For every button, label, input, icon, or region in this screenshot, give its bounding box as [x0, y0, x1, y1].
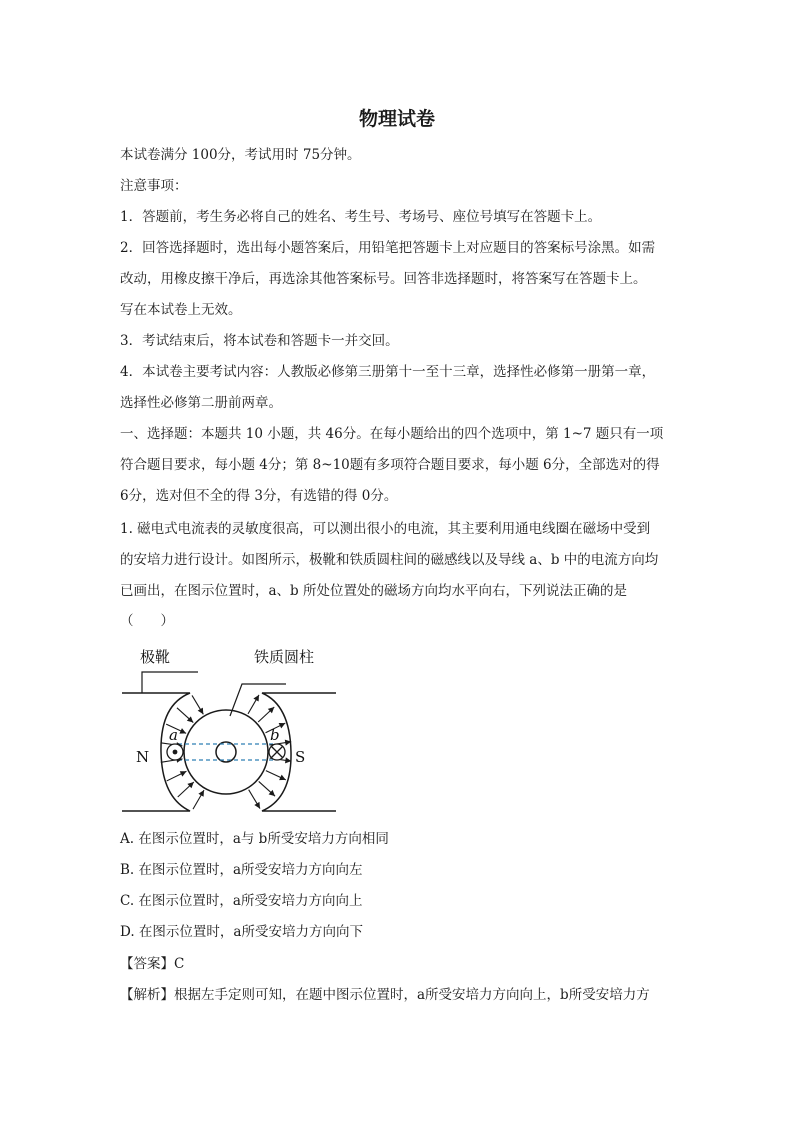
magnetic-field-diagram	[118, 640, 340, 816]
south-pole-label: S	[295, 748, 306, 766]
option-c: C. 在图示位置时，a所受安培力方向向上	[120, 893, 363, 909]
current-out-dot	[173, 750, 178, 755]
label-pole-shoe: 极靴	[140, 648, 171, 666]
pole-shoe-leader	[142, 672, 198, 693]
wire-b-label: b	[270, 726, 280, 744]
intro-text: 本试卷满分 100分，考试用时 75分钟。	[120, 147, 361, 163]
label-iron-cylinder: 铁质圆柱	[254, 648, 315, 666]
option-b: B. 在图示位置时，a所受安培力方向向左	[120, 862, 363, 878]
note-line: 写在本试卷上无效。	[120, 302, 242, 318]
page-title: 物理试卷	[358, 108, 435, 130]
galvanometer-figure	[118, 640, 340, 816]
note-line: 改动，用橡皮擦干净后，再选涂其他答案标号。回答非选择题时，将答案写在答题卡上。	[120, 271, 647, 287]
question-stem: 1. 磁电式电流表的灵敏度很高，可以测出很小的电流，其主要利用通电线圈在磁场中受到	[120, 521, 651, 537]
note-line: 3．考试结束后，将本试卷和答题卡一并交回。	[120, 333, 399, 349]
north-pole-label: N	[136, 748, 150, 766]
answer-blank: （ ）	[120, 613, 174, 629]
option-d: D. 在图示位置时，a所受安培力方向向下	[120, 924, 363, 940]
question-stem: 已画出，在图示位置时，a、b 所处位置处的磁场方向均水平向右，下列说法正确的是	[120, 583, 627, 599]
note-line: 1．答题前，考生务必将自己的姓名、考生号、考场号、座位号填写在答题卡上。	[120, 209, 602, 225]
section-heading: 一、选择题：本题共 10 小题，共 46分。在每小题给出的四个选项中，第 1~7 题只有一项	[120, 426, 664, 442]
wire-a-label: a	[169, 726, 178, 744]
iron-cylinder	[184, 710, 268, 794]
section-line: 6分，选对但不全的得 3分，有选错的得 0分。	[120, 488, 398, 504]
section-line: 符合题目要求，每小题 4分；第 8~10题有多项符合题目要求，每小题 6分，全部选对的得	[120, 457, 660, 473]
answer-line: 【答案】C	[120, 956, 185, 972]
note-line: 4．本试卷主要考试内容：人教版必修第三册第十一至十三章，选择性必修第一册第一章，	[120, 364, 656, 380]
option-a: A. 在图示位置时，a与 b所受安培力方向相同	[120, 831, 389, 847]
central-axis	[216, 742, 236, 762]
notes-heading: 注意事项：	[120, 178, 188, 194]
question-stem: 的安培力进行设计。如图所示，极靴和铁质圆柱间的磁感线以及导线 a、b 中的电流方向均	[120, 552, 659, 568]
note-line: 2．回答选择题时，选出每小题答案后，用铅笔把答题卡上对应题目的答案标号涂黑。如需	[120, 240, 656, 256]
note-line: 选择性必修第二册前两章。	[120, 395, 282, 411]
analysis-line: 【解析】根据左手定则可知，在题中图示位置时，a所受安培力方向向上，b所受安培力方	[120, 987, 650, 1003]
